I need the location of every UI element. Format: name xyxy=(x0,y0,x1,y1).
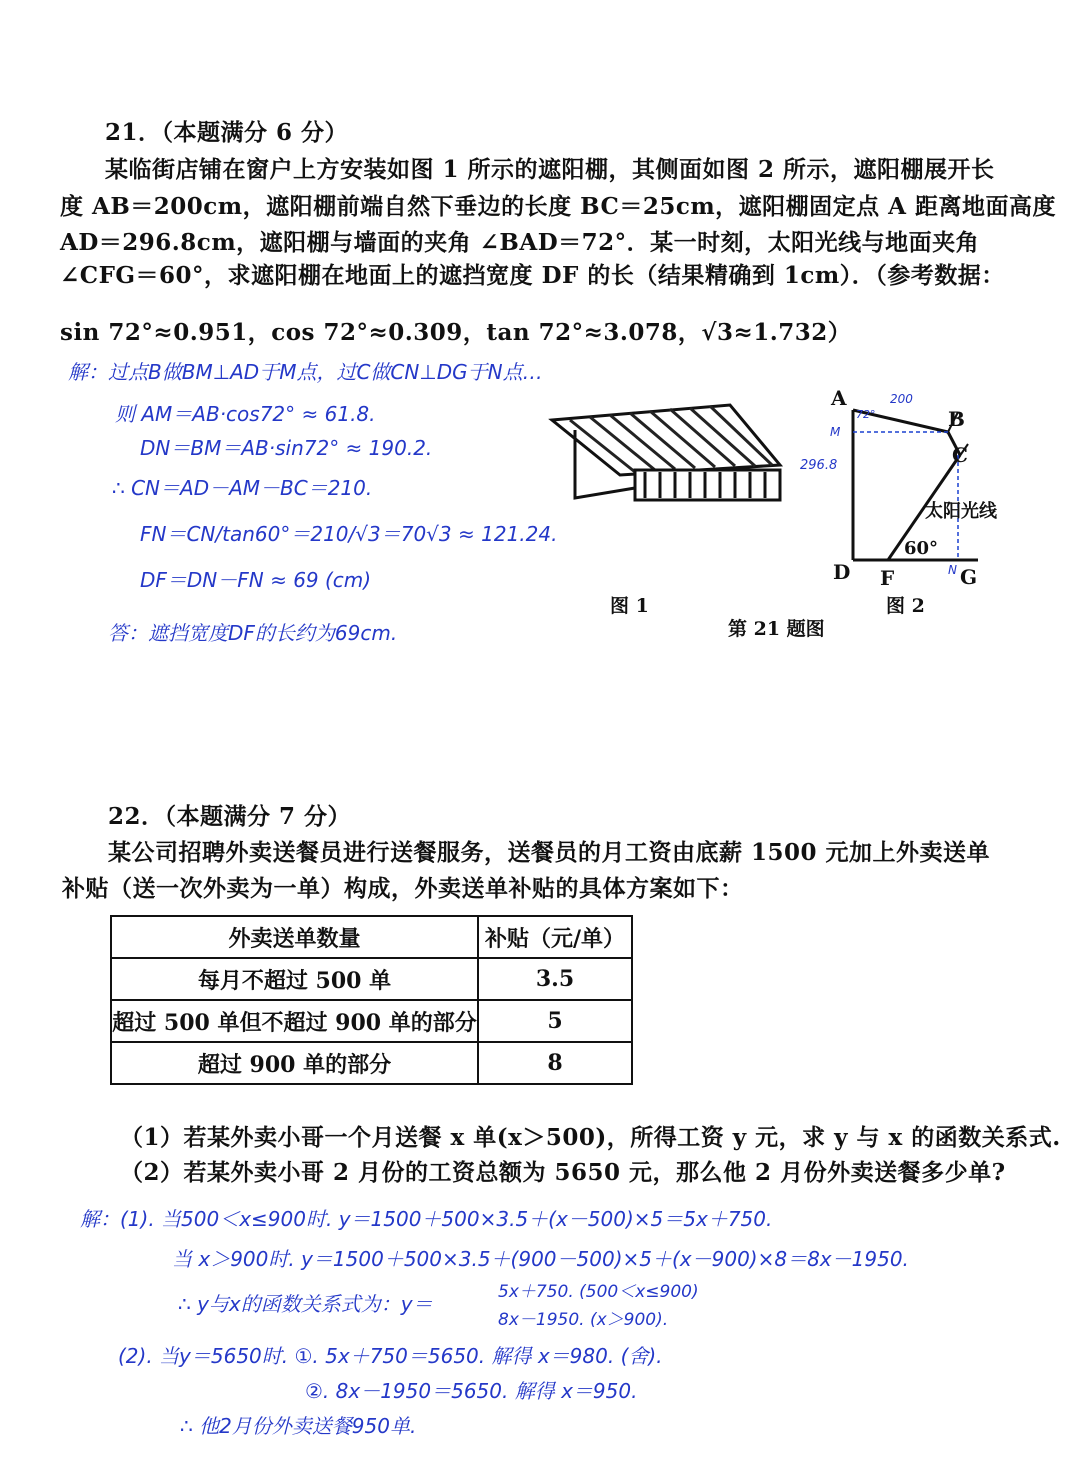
label-ab-length: 200 xyxy=(890,392,913,406)
figure-1-awning xyxy=(540,400,790,510)
point-label-n: N xyxy=(948,563,957,577)
point-label-b: B xyxy=(948,407,965,431)
q22-line: 补贴（送一次外卖为一单）构成，外卖送单补贴的具体方案如下： xyxy=(62,875,744,902)
table-cell: 5 xyxy=(478,1000,632,1042)
table-cell: 超过 900 单的部分 xyxy=(111,1042,478,1084)
handwritten-line: 则 AM＝AB·cos72° ≈ 61.8. xyxy=(115,402,376,426)
point-label-m: M xyxy=(830,425,841,439)
handwritten-line: 8x－1950. (x＞900). xyxy=(498,1310,669,1330)
handwritten-line: 解：(1). 当500＜x≤900时. y＝1500＋500×3.5＋(x－500)×5＝5x＋750. xyxy=(80,1207,773,1231)
handwritten-line: 答：遮挡宽度DF的长约为69cm. xyxy=(108,621,398,645)
q21-line: ∠CFG＝60°，求遮阳棚在地面上的遮挡宽度 DF 的长（结果精确到 1cm）．（参考数据： xyxy=(60,262,1005,289)
handwritten-line: ∴ CN＝AD－AM－BC＝210. xyxy=(112,476,373,500)
table-header: 补贴（元/单） xyxy=(478,916,632,958)
point-label-c: C xyxy=(952,443,968,467)
q22-line: 某公司招聘外卖送餐员进行送餐服务，送餐员的月工资由底薪 1500 元加上外卖送单 xyxy=(108,839,991,866)
point-label-d: D xyxy=(833,560,851,584)
table-row xyxy=(111,1042,632,1084)
table-row xyxy=(111,958,632,1000)
figure-2-caption: 图 2 xyxy=(886,595,925,617)
label-angle-a: 72° xyxy=(856,408,876,421)
q21-line: AD＝296.8cm，遮阳棚与墙面的夹角 ∠BAD＝72°．某一时刻，太阳光线与地面夹角 xyxy=(60,229,980,256)
point-label-f: F xyxy=(880,566,895,590)
subsidy-table xyxy=(110,915,633,1085)
figure-title: 第 21 题图 xyxy=(728,618,825,640)
table-cell: 8 xyxy=(478,1042,632,1084)
q22-header: 22．（本题满分 7 分） xyxy=(108,803,352,830)
q21-line: sin 72°≈0.951，cos 72°≈0.309，tan 72°≈3.078，√3≈1.732） xyxy=(60,319,852,346)
handwritten-line: FN＝CN/tan60°＝210/√3＝70√3 ≈ 121.24. xyxy=(140,522,558,546)
table-cell: 每月不超过 500 单 xyxy=(111,958,478,1000)
point-label-g: G xyxy=(960,565,978,589)
handwritten-line: (2). 当y＝5650时. ①. 5x＋750＝5650. 解得 x＝980. (舍). xyxy=(118,1344,663,1368)
q21-line: 某临街店铺在窗户上方安装如图 1 所示的遮阳棚，其侧面如图 2 所示，遮阳棚展开长 xyxy=(105,156,995,183)
handwritten-line: 解：过点B做BM⊥AD于M点，过C做CN⊥DG于N点… xyxy=(68,360,543,384)
handwritten-line: ②. 8x－1950＝5650. 解得 x＝950. xyxy=(305,1379,638,1403)
q22-question-2: （2）若某外卖小哥 2 月份的工资总额为 5650 元，那么他 2 月份外卖送餐多少单? xyxy=(120,1159,1006,1186)
q22-question-1: （1）若某外卖小哥一个月送餐 x 单(x＞500)，所得工资 y 元，求 y 与 x 的函数关系式. xyxy=(120,1124,1061,1151)
label-ad-length: 296.8 xyxy=(800,458,838,473)
table-header: 外卖送单数量 xyxy=(111,916,478,958)
label-sunlight: 太阳光线 xyxy=(925,501,997,522)
handwritten-line: DN＝BM＝AB·sin72° ≈ 190.2. xyxy=(140,436,433,460)
label-angle-f: 60° xyxy=(904,538,939,559)
q21-header: 21．（本题满分 6 分） xyxy=(105,119,349,146)
table-cell: 超过 500 单但不超过 900 单的部分 xyxy=(111,1000,478,1042)
table-cell: 3.5 xyxy=(478,958,632,1000)
handwritten-line: ∴ 他2月份外卖送餐950单. xyxy=(180,1414,417,1438)
table-header-row xyxy=(111,916,632,958)
handwritten-line: 5x＋750. (500＜x≤900) xyxy=(498,1282,699,1302)
handwritten-line: DF＝DN－FN ≈ 69 (cm) xyxy=(140,568,372,592)
figure-1-caption: 图 1 xyxy=(610,595,649,617)
q21-line: 度 AB＝200cm，遮阳棚前端自然下垂边的长度 BC＝25cm，遮阳棚固定点 A 距离地面高度 xyxy=(60,193,1057,220)
point-label-a: A xyxy=(831,386,847,410)
table-row xyxy=(111,1000,632,1042)
handwritten-line: 当 x＞900时. y＝1500＋500×3.5＋(900－500)×5＋(x－900)×8＝8x－1950. xyxy=(172,1247,909,1271)
handwritten-line: ∴ y与x的函数关系式为：y＝ xyxy=(178,1292,433,1316)
